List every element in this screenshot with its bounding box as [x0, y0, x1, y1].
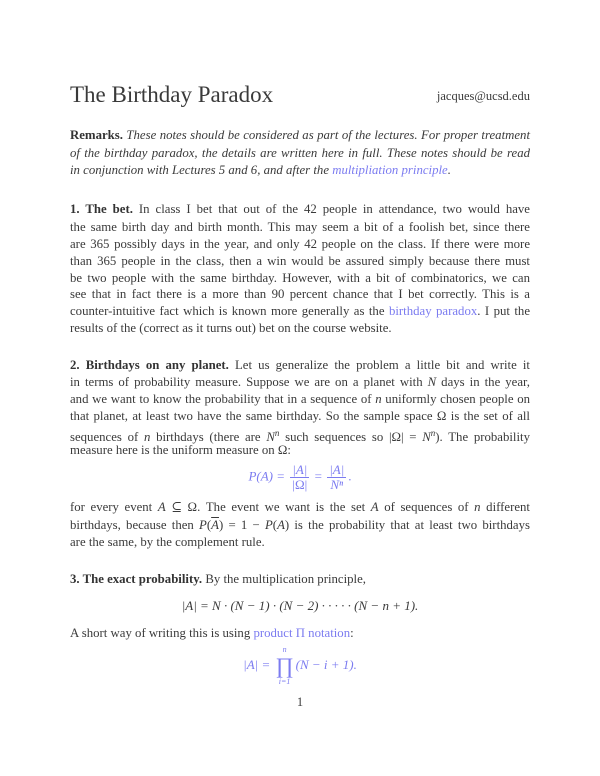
- text-line: [70, 625, 530, 641]
- text-line: [70, 391, 530, 407]
- text-segment: ) = 1 −: [218, 518, 265, 532]
- text-line: [70, 357, 530, 373]
- text-segment: . I put the: [477, 304, 530, 318]
- eq3-lhs: |A| =: [243, 656, 271, 672]
- text-line: [70, 253, 530, 269]
- period: .: [348, 468, 352, 484]
- text-segment: :: [350, 626, 354, 640]
- fraction-a-omega: [290, 463, 309, 492]
- text-segment: (: [206, 518, 212, 532]
- text-segment: A: [157, 500, 166, 514]
- text-segment: n: [375, 392, 382, 406]
- text-segment: such sequences so |Ω| =: [279, 430, 423, 444]
- text-segment: measure here is the uniform measure on Ω:: [70, 443, 291, 457]
- section-heading: 1. The bet.: [70, 202, 133, 216]
- section-heading: 2. Birthdays on any planet.: [70, 358, 229, 372]
- text-line: [70, 425, 530, 444]
- text-segment: ⊆ Ω. The event we want is the set: [165, 500, 371, 514]
- numerator: |A|: [329, 462, 345, 477]
- text-line: [70, 201, 530, 217]
- text-segment: see that in fact there is a more than 90 percent chance that I bet correctly. This is a: [70, 287, 530, 301]
- text-segment: n: [474, 500, 481, 514]
- text-segment: than 365 people in the class, then a win would be assured simply because there must: [70, 254, 530, 268]
- upper-limit: n: [282, 645, 287, 654]
- link[interactable]: product Π notation: [253, 626, 351, 640]
- text-segment: P: [264, 518, 273, 532]
- text-segment: n: [143, 430, 151, 444]
- text-segment: $\overline{A}$: [211, 518, 219, 532]
- section-heading: Remarks.: [70, 128, 123, 142]
- text-line: [70, 408, 530, 424]
- equation-probability-measure: [0, 463, 600, 492]
- text-line: [70, 127, 530, 143]
- text-segment: By the multiplication principle,: [202, 572, 366, 586]
- text-segment: in conjunction with Lectures 5 and 6, and after the: [70, 163, 333, 177]
- text-segment: A: [370, 500, 379, 514]
- product-operator: [276, 645, 294, 687]
- author-email: jacques@ucsd.edu: [436, 89, 530, 103]
- product-symbol: ∏: [275, 653, 294, 678]
- fraction-a-nn: [327, 463, 346, 492]
- eq1-lhs: P(A) =: [248, 468, 286, 484]
- text-segment: N: [266, 430, 275, 444]
- text-line: [70, 236, 530, 252]
- text-segment: be two people with the same birthday. However, with a bit of combinatorics, we can: [70, 271, 530, 285]
- text-segment: birthdays, because then: [70, 518, 200, 532]
- text-segment: .: [447, 163, 451, 177]
- document-title: The Birthday Paradox: [70, 82, 274, 107]
- text-line: [70, 374, 530, 390]
- text-line: [70, 499, 530, 515]
- text-segment: n: [430, 428, 436, 438]
- text-segment: that planet, at least two have the same birthday. So the sample space Ω is the set of all: [70, 409, 530, 423]
- text-segment: P: [199, 518, 207, 532]
- text-segment: in terms of probability measure. Suppose we are on a planet with: [70, 375, 428, 389]
- denominator: Nⁿ: [330, 477, 344, 492]
- eq3-rhs: (N − i + 1).: [295, 656, 357, 672]
- equation-product: [0, 645, 600, 687]
- text-segment: different: [480, 500, 530, 514]
- text-line: [70, 145, 530, 161]
- text-segment: and we want to know the probability that in a sequence of: [70, 392, 376, 406]
- section-heading: 3. The exact probability.: [70, 572, 203, 586]
- text-segment: are 365 possibly days in the year, and only 42 people on the class. If there were more: [70, 237, 530, 251]
- text-segment: uniformly chosen people on: [381, 392, 530, 406]
- text-segment: for every event: [70, 500, 158, 514]
- text-segment: of the birthday paradox, the details are written here in full. These notes should be read: [70, 146, 530, 160]
- text-segment: N: [422, 430, 431, 444]
- text-line: [70, 534, 530, 550]
- text-segment: results of the (correct as it turns out) bet on the course website.: [70, 321, 392, 335]
- text-line: [70, 442, 530, 458]
- page-number: 1: [296, 695, 304, 709]
- text-line: [70, 320, 530, 336]
- denominator: |Ω|: [292, 477, 308, 492]
- text-line: [70, 303, 530, 319]
- text-segment: In class I bet that out of the 42 people in attendance, two would have: [132, 202, 530, 216]
- text-line: [70, 270, 530, 286]
- text-segment: of sequences of: [378, 500, 475, 514]
- text-segment: N: [427, 375, 437, 389]
- text-segment: ). The probability: [435, 430, 530, 444]
- text-segment: A short way of writing this is using: [70, 626, 254, 640]
- numerator: |A|: [292, 462, 308, 477]
- text-segment: sequences of: [70, 430, 144, 444]
- text-segment: These notes should be considered as part of the lectures. For proper treatment: [122, 128, 530, 142]
- text-segment: ) is the probability that at least two birthdays: [284, 518, 530, 532]
- text-segment: counter-intuitive fact which is known more generally as the: [70, 304, 389, 318]
- text-segment: n: [274, 428, 280, 438]
- text-line: [70, 219, 530, 235]
- text-line: [70, 517, 530, 533]
- text-line: [70, 571, 530, 587]
- text-segment: A: [277, 518, 285, 532]
- text-segment: birthdays (there are: [150, 430, 267, 444]
- text-line: [70, 286, 530, 302]
- equals-sign: =: [314, 468, 322, 484]
- link[interactable]: multipliation principle: [332, 163, 448, 177]
- text-segment: Let us generalize the problem a little bit and write it: [228, 358, 530, 372]
- text-segment: are the same, by the complement rule.: [70, 535, 265, 549]
- link[interactable]: birthday paradox: [388, 304, 478, 318]
- text-line: [70, 162, 530, 178]
- lower-limit: i=1: [278, 677, 291, 686]
- text-segment: days in the year,: [436, 375, 530, 389]
- text-segment: the same birth day and birth month. This may seem a bit of a foolish bet, since there: [70, 220, 530, 234]
- equation-multiplication: |A| = N · (N − 1) · (N − 2) · · · · · (N − n + 1).: [181, 598, 419, 613]
- text-segment: (: [272, 518, 278, 532]
